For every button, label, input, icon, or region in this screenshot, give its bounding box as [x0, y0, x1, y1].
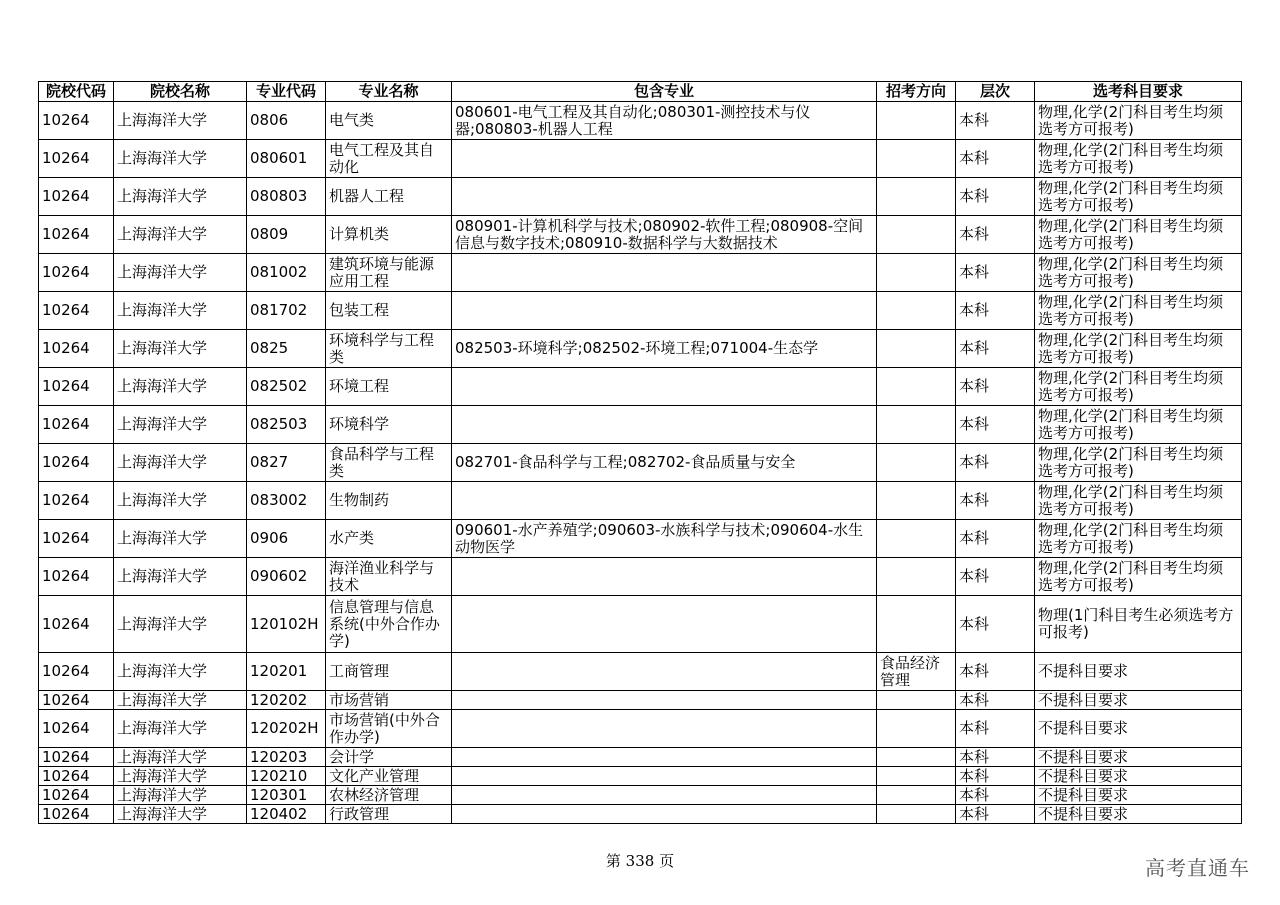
cell-major-code: 120202: [247, 691, 326, 710]
cell-direction: [877, 805, 956, 824]
cell-direction: [877, 406, 956, 444]
cell-level: 本科: [956, 482, 1035, 520]
cell-level: 本科: [956, 691, 1035, 710]
cell-major-name: 信息管理与信息系统(中外合作办学): [326, 596, 452, 653]
cell-school-code: 10264: [39, 710, 114, 748]
cell-school-name: 上海海洋大学: [114, 178, 247, 216]
header-direction: 招考方向: [877, 82, 956, 102]
table-row: [39, 254, 1242, 292]
cell-school-code: 10264: [39, 178, 114, 216]
cell-direction: [877, 178, 956, 216]
cell-included-majors: [452, 406, 877, 444]
cell-school-name: 上海海洋大学: [114, 254, 247, 292]
cell-level: 本科: [956, 216, 1035, 254]
cell-major-code: 0806: [247, 102, 326, 140]
cell-subject-requirement: 不提科目要求: [1035, 691, 1242, 710]
cell-subject-requirement: 物理,化学(2门科目考生均须选考方可报考): [1035, 520, 1242, 558]
cell-major-code: 120102H: [247, 596, 326, 653]
cell-level: 本科: [956, 520, 1035, 558]
cell-major-name: 行政管理: [326, 805, 452, 824]
cell-major-code: 0825: [247, 330, 326, 368]
cell-direction: [877, 786, 956, 805]
cell-major-code: 120402: [247, 805, 326, 824]
table-row: [39, 368, 1242, 406]
cell-included-majors: 080601-电气工程及其自动化;080301-测控技术与仪器;080803-机器人工程: [452, 102, 877, 140]
cell-major-code: 120301: [247, 786, 326, 805]
cell-major-name: 水产类: [326, 520, 452, 558]
cell-included-majors: [452, 558, 877, 596]
cell-included-majors: [452, 805, 877, 824]
watermark-text: 高考直通车: [1145, 856, 1250, 880]
cell-subject-requirement: 不提科目要求: [1035, 786, 1242, 805]
table-body: [39, 102, 1242, 824]
cell-school-code: 10264: [39, 406, 114, 444]
cell-school-name: 上海海洋大学: [114, 653, 247, 691]
cell-included-majors: [452, 178, 877, 216]
table-row: [39, 805, 1242, 824]
cell-subject-requirement: 物理,化学(2门科目考生均须选考方可报考): [1035, 254, 1242, 292]
cell-school-code: 10264: [39, 254, 114, 292]
cell-school-code: 10264: [39, 482, 114, 520]
cell-school-name: 上海海洋大学: [114, 596, 247, 653]
cell-included-majors: [452, 368, 877, 406]
cell-school-code: 10264: [39, 520, 114, 558]
cell-school-name: 上海海洋大学: [114, 520, 247, 558]
table-row: [39, 691, 1242, 710]
table-row: [39, 710, 1242, 748]
cell-subject-requirement: 物理,化学(2门科目考生均须选考方可报考): [1035, 216, 1242, 254]
cell-school-name: 上海海洋大学: [114, 444, 247, 482]
cell-level: 本科: [956, 786, 1035, 805]
header-school-code: 院校代码: [39, 82, 114, 102]
cell-major-name: 农林经济管理: [326, 786, 452, 805]
cell-direction: [877, 558, 956, 596]
table-row: [39, 520, 1242, 558]
cell-included-majors: [452, 691, 877, 710]
table-row: [39, 653, 1242, 691]
cell-school-code: 10264: [39, 444, 114, 482]
cell-school-name: 上海海洋大学: [114, 558, 247, 596]
cell-included-majors: [452, 292, 877, 330]
cell-major-code: 081002: [247, 254, 326, 292]
cell-direction: [877, 748, 956, 767]
table-row: [39, 330, 1242, 368]
cell-major-name: 食品科学与工程类: [326, 444, 452, 482]
admission-table: [38, 81, 1242, 824]
cell-school-code: 10264: [39, 596, 114, 653]
table-row: [39, 748, 1242, 767]
cell-included-majors: 080901-计算机科学与技术;080902-软件工程;080908-空间信息与数字技术;080910-数据科学与大数据技术: [452, 216, 877, 254]
cell-major-code: 120202H: [247, 710, 326, 748]
cell-direction: [877, 102, 956, 140]
cell-school-code: 10264: [39, 330, 114, 368]
cell-major-name: 包装工程: [326, 292, 452, 330]
cell-included-majors: [452, 653, 877, 691]
cell-direction: [877, 444, 956, 482]
cell-school-name: 上海海洋大学: [114, 748, 247, 767]
cell-subject-requirement: 不提科目要求: [1035, 710, 1242, 748]
cell-direction: [877, 140, 956, 178]
cell-major-code: 083002: [247, 482, 326, 520]
cell-subject-requirement: 物理,化学(2门科目考生均须选考方可报考): [1035, 330, 1242, 368]
cell-major-code: 080601: [247, 140, 326, 178]
table-row: [39, 406, 1242, 444]
header-major-code: 专业代码: [247, 82, 326, 102]
cell-included-majors: [452, 596, 877, 653]
cell-major-code: 0809: [247, 216, 326, 254]
cell-major-code: 120210: [247, 767, 326, 786]
cell-included-majors: [452, 254, 877, 292]
cell-level: 本科: [956, 254, 1035, 292]
cell-school-code: 10264: [39, 558, 114, 596]
cell-level: 本科: [956, 406, 1035, 444]
header-row: [39, 82, 1242, 102]
cell-school-name: 上海海洋大学: [114, 805, 247, 824]
cell-included-majors: [452, 710, 877, 748]
cell-major-name: 市场营销(中外合作办学): [326, 710, 452, 748]
cell-direction: [877, 292, 956, 330]
cell-school-code: 10264: [39, 691, 114, 710]
cell-school-code: 10264: [39, 748, 114, 767]
cell-included-majors: [452, 767, 877, 786]
cell-school-name: 上海海洋大学: [114, 691, 247, 710]
table-row: [39, 140, 1242, 178]
cell-school-code: 10264: [39, 786, 114, 805]
cell-included-majors: 082701-食品科学与工程;082702-食品质量与安全: [452, 444, 877, 482]
cell-level: 本科: [956, 653, 1035, 691]
cell-subject-requirement: 不提科目要求: [1035, 653, 1242, 691]
table-row: [39, 767, 1242, 786]
cell-subject-requirement: 物理(1门科目考生必须选考方可报考): [1035, 596, 1242, 653]
page-number: 第 338 页: [605, 852, 675, 870]
header-major-name: 专业名称: [326, 82, 452, 102]
cell-school-name: 上海海洋大学: [114, 767, 247, 786]
table-row: [39, 596, 1242, 653]
cell-subject-requirement: 不提科目要求: [1035, 748, 1242, 767]
table-row: [39, 444, 1242, 482]
cell-level: 本科: [956, 102, 1035, 140]
cell-major-code: 081702: [247, 292, 326, 330]
cell-included-majors: [452, 786, 877, 805]
cell-school-name: 上海海洋大学: [114, 330, 247, 368]
cell-level: 本科: [956, 710, 1035, 748]
cell-major-name: 建筑环境与能源应用工程: [326, 254, 452, 292]
cell-major-code: 082502: [247, 368, 326, 406]
cell-direction: [877, 216, 956, 254]
cell-direction: 食品经济管理: [877, 653, 956, 691]
cell-level: 本科: [956, 178, 1035, 216]
cell-school-code: 10264: [39, 140, 114, 178]
cell-included-majors: [452, 748, 877, 767]
cell-included-majors: [452, 482, 877, 520]
cell-subject-requirement: 物理,化学(2门科目考生均须选考方可报考): [1035, 482, 1242, 520]
cell-major-code: 080803: [247, 178, 326, 216]
cell-major-name: 计算机类: [326, 216, 452, 254]
cell-school-code: 10264: [39, 653, 114, 691]
cell-major-name: 工商管理: [326, 653, 452, 691]
cell-major-name: 海洋渔业科学与技术: [326, 558, 452, 596]
cell-included-majors: 090601-水产养殖学;090603-水族科学与技术;090604-水生动物医学: [452, 520, 877, 558]
cell-direction: [877, 596, 956, 653]
cell-subject-requirement: 不提科目要求: [1035, 767, 1242, 786]
cell-level: 本科: [956, 748, 1035, 767]
cell-major-name: 市场营销: [326, 691, 452, 710]
cell-level: 本科: [956, 330, 1035, 368]
cell-school-name: 上海海洋大学: [114, 406, 247, 444]
cell-direction: [877, 691, 956, 710]
cell-school-name: 上海海洋大学: [114, 140, 247, 178]
cell-school-name: 上海海洋大学: [114, 710, 247, 748]
cell-major-name: 机器人工程: [326, 178, 452, 216]
cell-major-code: 082503: [247, 406, 326, 444]
cell-major-code: 0827: [247, 444, 326, 482]
cell-major-code: 0906: [247, 520, 326, 558]
cell-subject-requirement: 不提科目要求: [1035, 805, 1242, 824]
cell-subject-requirement: 物理,化学(2门科目考生均须选考方可报考): [1035, 368, 1242, 406]
table-row: [39, 178, 1242, 216]
cell-school-name: 上海海洋大学: [114, 102, 247, 140]
cell-major-name: 环境科学与工程类: [326, 330, 452, 368]
cell-school-code: 10264: [39, 216, 114, 254]
cell-direction: [877, 520, 956, 558]
cell-school-name: 上海海洋大学: [114, 216, 247, 254]
table-row: [39, 786, 1242, 805]
cell-major-code: 120203: [247, 748, 326, 767]
cell-level: 本科: [956, 596, 1035, 653]
cell-level: 本科: [956, 558, 1035, 596]
cell-major-name: 会计学: [326, 748, 452, 767]
table-row: [39, 292, 1242, 330]
cell-school-code: 10264: [39, 368, 114, 406]
cell-school-name: 上海海洋大学: [114, 292, 247, 330]
header-subject-requirement: 选考科目要求: [1035, 82, 1242, 102]
table-row: [39, 558, 1242, 596]
cell-school-name: 上海海洋大学: [114, 482, 247, 520]
cell-level: 本科: [956, 368, 1035, 406]
cell-school-code: 10264: [39, 102, 114, 140]
table-row: [39, 216, 1242, 254]
cell-school-code: 10264: [39, 805, 114, 824]
cell-included-majors: [452, 140, 877, 178]
cell-school-name: 上海海洋大学: [114, 786, 247, 805]
cell-school-name: 上海海洋大学: [114, 368, 247, 406]
cell-major-name: 环境科学: [326, 406, 452, 444]
cell-direction: [877, 254, 956, 292]
cell-major-name: 电气工程及其自动化: [326, 140, 452, 178]
cell-subject-requirement: 物理,化学(2门科目考生均须选考方可报考): [1035, 178, 1242, 216]
cell-subject-requirement: 物理,化学(2门科目考生均须选考方可报考): [1035, 406, 1242, 444]
cell-major-name: 生物制药: [326, 482, 452, 520]
cell-subject-requirement: 物理,化学(2门科目考生均须选考方可报考): [1035, 140, 1242, 178]
cell-subject-requirement: 物理,化学(2门科目考生均须选考方可报考): [1035, 292, 1242, 330]
cell-direction: [877, 767, 956, 786]
header-school-name: 院校名称: [114, 82, 247, 102]
cell-school-code: 10264: [39, 292, 114, 330]
cell-included-majors: 082503-环境科学;082502-环境工程;071004-生态学: [452, 330, 877, 368]
cell-direction: [877, 368, 956, 406]
cell-level: 本科: [956, 292, 1035, 330]
cell-direction: [877, 330, 956, 368]
cell-subject-requirement: 物理,化学(2门科目考生均须选考方可报考): [1035, 558, 1242, 596]
header-level: 层次: [956, 82, 1035, 102]
cell-level: 本科: [956, 805, 1035, 824]
cell-direction: [877, 710, 956, 748]
cell-major-name: 环境工程: [326, 368, 452, 406]
cell-level: 本科: [956, 140, 1035, 178]
cell-major-code: 090602: [247, 558, 326, 596]
table-row: [39, 102, 1242, 140]
cell-subject-requirement: 物理,化学(2门科目考生均须选考方可报考): [1035, 102, 1242, 140]
cell-major-code: 120201: [247, 653, 326, 691]
cell-direction: [877, 482, 956, 520]
cell-subject-requirement: 物理,化学(2门科目考生均须选考方可报考): [1035, 444, 1242, 482]
header-included-majors: 包含专业: [452, 82, 877, 102]
cell-major-name: 文化产业管理: [326, 767, 452, 786]
cell-major-name: 电气类: [326, 102, 452, 140]
cell-level: 本科: [956, 767, 1035, 786]
cell-level: 本科: [956, 444, 1035, 482]
cell-school-code: 10264: [39, 767, 114, 786]
table-row: [39, 482, 1242, 520]
